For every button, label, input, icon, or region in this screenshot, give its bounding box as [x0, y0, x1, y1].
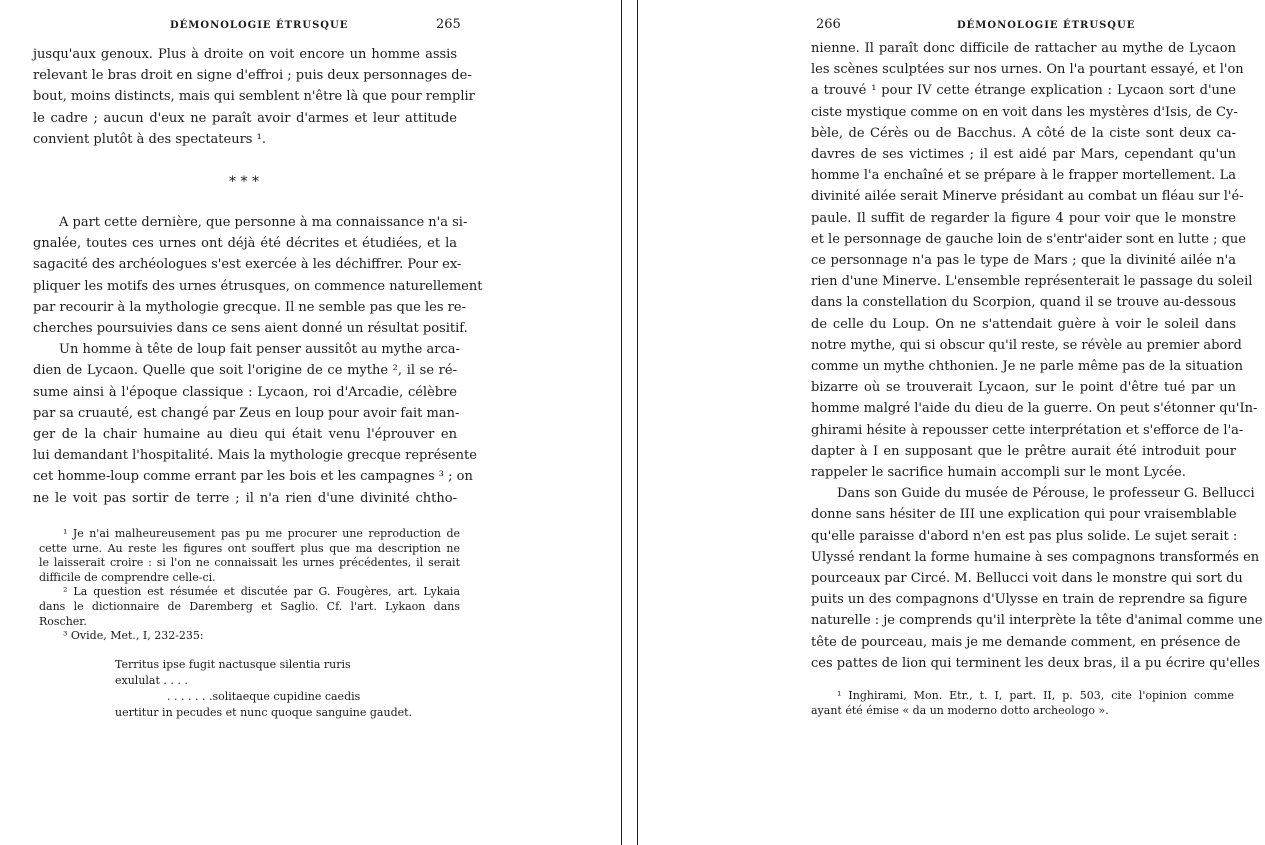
right-paragraph-1	[811, 38, 1263, 674]
text-line: A part cette dernière, que personne à ma connaissance n'a si-	[59, 215, 468, 230]
verse-line: Territus ipse fugit nactusque silentia ruris	[115, 658, 351, 671]
right-running-head: DÉMONOLOGIE ÉTRUSQUE	[957, 20, 1136, 31]
text-line: gnalée, toutes ces urnes ont déjà été décrites et étudiées, et la	[33, 236, 457, 252]
left-paragraph-1	[33, 44, 475, 150]
footnote-line: ayant été émise « da un moderno dotto archeologo ».	[811, 703, 1109, 717]
text-line: sume ainsi à l'époque classique : Lycaon, roi d'Arcadie, célèbre	[33, 384, 457, 400]
text-line: ghirami hésite à repousser cette interprétation et s'efforce de l'a-	[811, 422, 1244, 438]
text-line: bout, moins distincts, mais qui semblent n'être là que pour remplir	[33, 89, 475, 105]
text-line: le cadre ; aucun d'eux ne paraît avoir d'armes et leur attitude	[33, 110, 457, 126]
footnote-line: le laisserait croire : si l'on ne connaissait les urnes précédentes, il serait	[39, 556, 460, 570]
text-line: divinité ailée serait Minerve présidant au combat un fléau sur l'é-	[811, 189, 1244, 205]
verse-line: uertitur in pecudes et nunc quoque sanguine gaudet.	[115, 706, 413, 719]
text-line: Un homme à tête de loup fait penser aussitôt au mythe arca-	[59, 342, 460, 358]
text-line: Ulyssé rendant la forme humaine à ses compagnons transformés en	[811, 549, 1260, 565]
text-line: par sa cruauté, est changé par Zeus en loup pour avoir fait man-	[33, 405, 460, 421]
left-footnotes	[39, 527, 460, 644]
footnote-line: cette urne. Au reste les figures ont souffert plus que ma description ne	[39, 541, 460, 555]
footnote-line: difficile de comprendre celle-ci.	[39, 570, 216, 584]
right-footnotes	[811, 689, 1234, 718]
text-line: ces pattes de lion qui terminent les deux bras, il a pu écrire qu'elles	[811, 655, 1260, 671]
text-line: qu'elle paraisse d'abord n'en est pas plus solide. Le sujet serait :	[811, 528, 1238, 544]
text-line: bizarre où se trouverait Lycaon, sur le point d'être tué par un	[811, 380, 1236, 396]
text-line: ce personnage n'a pas le type de Mars ; que la divinité ailée n'a	[811, 253, 1236, 269]
right-page	[638, 0, 1265, 845]
page-divider	[621, 0, 622, 845]
text-line: dans la constellation du Scorpion, quand il se trouve au-dessous	[811, 295, 1236, 311]
text-line: tête de pourceau, mais je me demande comment, en présence de	[811, 634, 1241, 650]
text-line: Dans son Guide du musée de Pérouse, le professeur G. Bellucci	[837, 486, 1255, 502]
text-line: paule. Il suffit de regarder la figure 4 pour voir que le monstre	[811, 210, 1236, 226]
text-line: donne sans hésiter de III une explication qui pour vraisemblable	[811, 507, 1237, 523]
text-line: convient plutôt à des spectateurs ¹.	[33, 131, 266, 147]
text-line: cherches poursuivies dans ce sens aient donné un résultat positif.	[33, 321, 468, 337]
text-line: homme malgré l'aide du dieu de la guerre. On peut s'étonner qu'In-	[811, 401, 1258, 417]
text-line: relevant le bras droit en signe d'effroi ; puis deux personnages de-	[33, 68, 472, 84]
footnote-line: ¹ Je n'ai malheureusement pas pu me procurer une reproduction de	[63, 527, 460, 540]
text-line: comme un mythe chthonien. Je ne parle même pas de la situation	[811, 359, 1243, 375]
footnote-line: ¹ Inghirami, Mon. Etr., t. I, part. II, p. 503, cite l'opinion comme	[837, 689, 1234, 702]
text-line: ciste mystique comme on en voit dans les mystères d'Isis, de Cy-	[811, 104, 1238, 120]
left-running-head: DÉMONOLOGIE ÉTRUSQUE	[170, 20, 349, 31]
footnote-line: Roscher.	[39, 614, 87, 628]
text-line: et le personnage de gauche loin de s'entr'aider sont en lutte ; que	[811, 231, 1246, 247]
text-line: rappeler le sacrifice humain accompli sur le mont Lycée.	[811, 465, 1186, 481]
text-line: cet homme-loup comme errant par les bois et les campagnes ³ ; on	[33, 469, 473, 485]
text-line: naturelle : je comprends qu'il interprète la tête d'animal comme une	[811, 613, 1263, 629]
text-line: bèle, de Cérès ou de Bacchus. A côté de la ciste sont deux ca-	[811, 125, 1236, 141]
text-line: sagacité des archéologues s'est exercée à les déchiffrer. Pour ex-	[33, 257, 462, 273]
footnote-line: dans le dictionnaire de Daremberg et Saglio. Cf. l'art. Lykaon dans	[39, 599, 460, 613]
text-line: lui demandant l'hospitalité. Mais la mythologie grecque représente	[33, 448, 477, 464]
text-line: ne le voit pas sortir de terre ; il n'a rien d'une divinité chtho-	[33, 490, 457, 506]
footnote-line: ² La question est résumée et discutée par G. Fougères, art. Lykaia	[63, 585, 460, 599]
text-line: nienne. Il paraît donc difficile de rattacher au mythe de Lycaon	[811, 41, 1236, 56]
text-line: les scènes sculptées sur nos urnes. On l'a pourtant essayé, et l'on	[811, 62, 1244, 78]
text-line: davres de ses victimes ; il est aidé par Mars, cependant qu'un	[811, 147, 1236, 163]
text-line: pourceaux par Circé. M. Bellucci voit dans le monstre qui sort du	[811, 571, 1243, 587]
footnote-line: ³ Ovide, Met., I, 232-235:	[63, 629, 204, 643]
text-line: dapter à I en supposant que le prêtre aurait été introduit pour	[811, 443, 1236, 459]
asterism: * * *	[229, 174, 259, 190]
verse-line: exululat . . . .	[115, 674, 188, 687]
text-line: homme l'a enchaîné et se prépare à le frapper mortellement. La	[811, 168, 1236, 184]
verse-line: . . . . . . .solitaeque cupidine caedis	[167, 690, 361, 703]
text-line: dien de Lycaon. Quelle que soit l'origine de ce mythe ², il se ré-	[33, 363, 457, 379]
right-page-number: 266	[816, 17, 841, 32]
text-line: jusqu'aux genoux. Plus à droite on voit encore un homme assis	[33, 47, 457, 62]
text-line: puits un des compagnons d'Ulysse en train de reprendre sa figure	[811, 592, 1248, 608]
text-line: pliquer les motifs des urnes étrusques, on commence naturellement	[33, 278, 483, 294]
text-line: de celle du Loup. On ne s'attendait guère à voir le soleil dans	[811, 316, 1236, 332]
text-line: notre mythe, qui si obscur qu'il reste, se révèle au premier abord	[811, 337, 1242, 353]
text-line: a trouvé ¹ pour IV cette étrange explication : Lycaon sort d'une	[811, 83, 1236, 99]
text-line: ger de la chair humaine au dieu qui était venu l'éprouver en	[33, 427, 457, 443]
left-page	[0, 0, 620, 845]
left-paragraph-2	[33, 212, 483, 509]
left-page-number: 265	[436, 17, 461, 32]
text-line: par recourir à la mythologie grecque. Il ne semble pas que les re-	[33, 299, 466, 315]
text-line: rien d'une Minerve. L'ensemble représenterait le passage du soleil	[811, 274, 1253, 290]
verse-quotation	[115, 657, 412, 721]
